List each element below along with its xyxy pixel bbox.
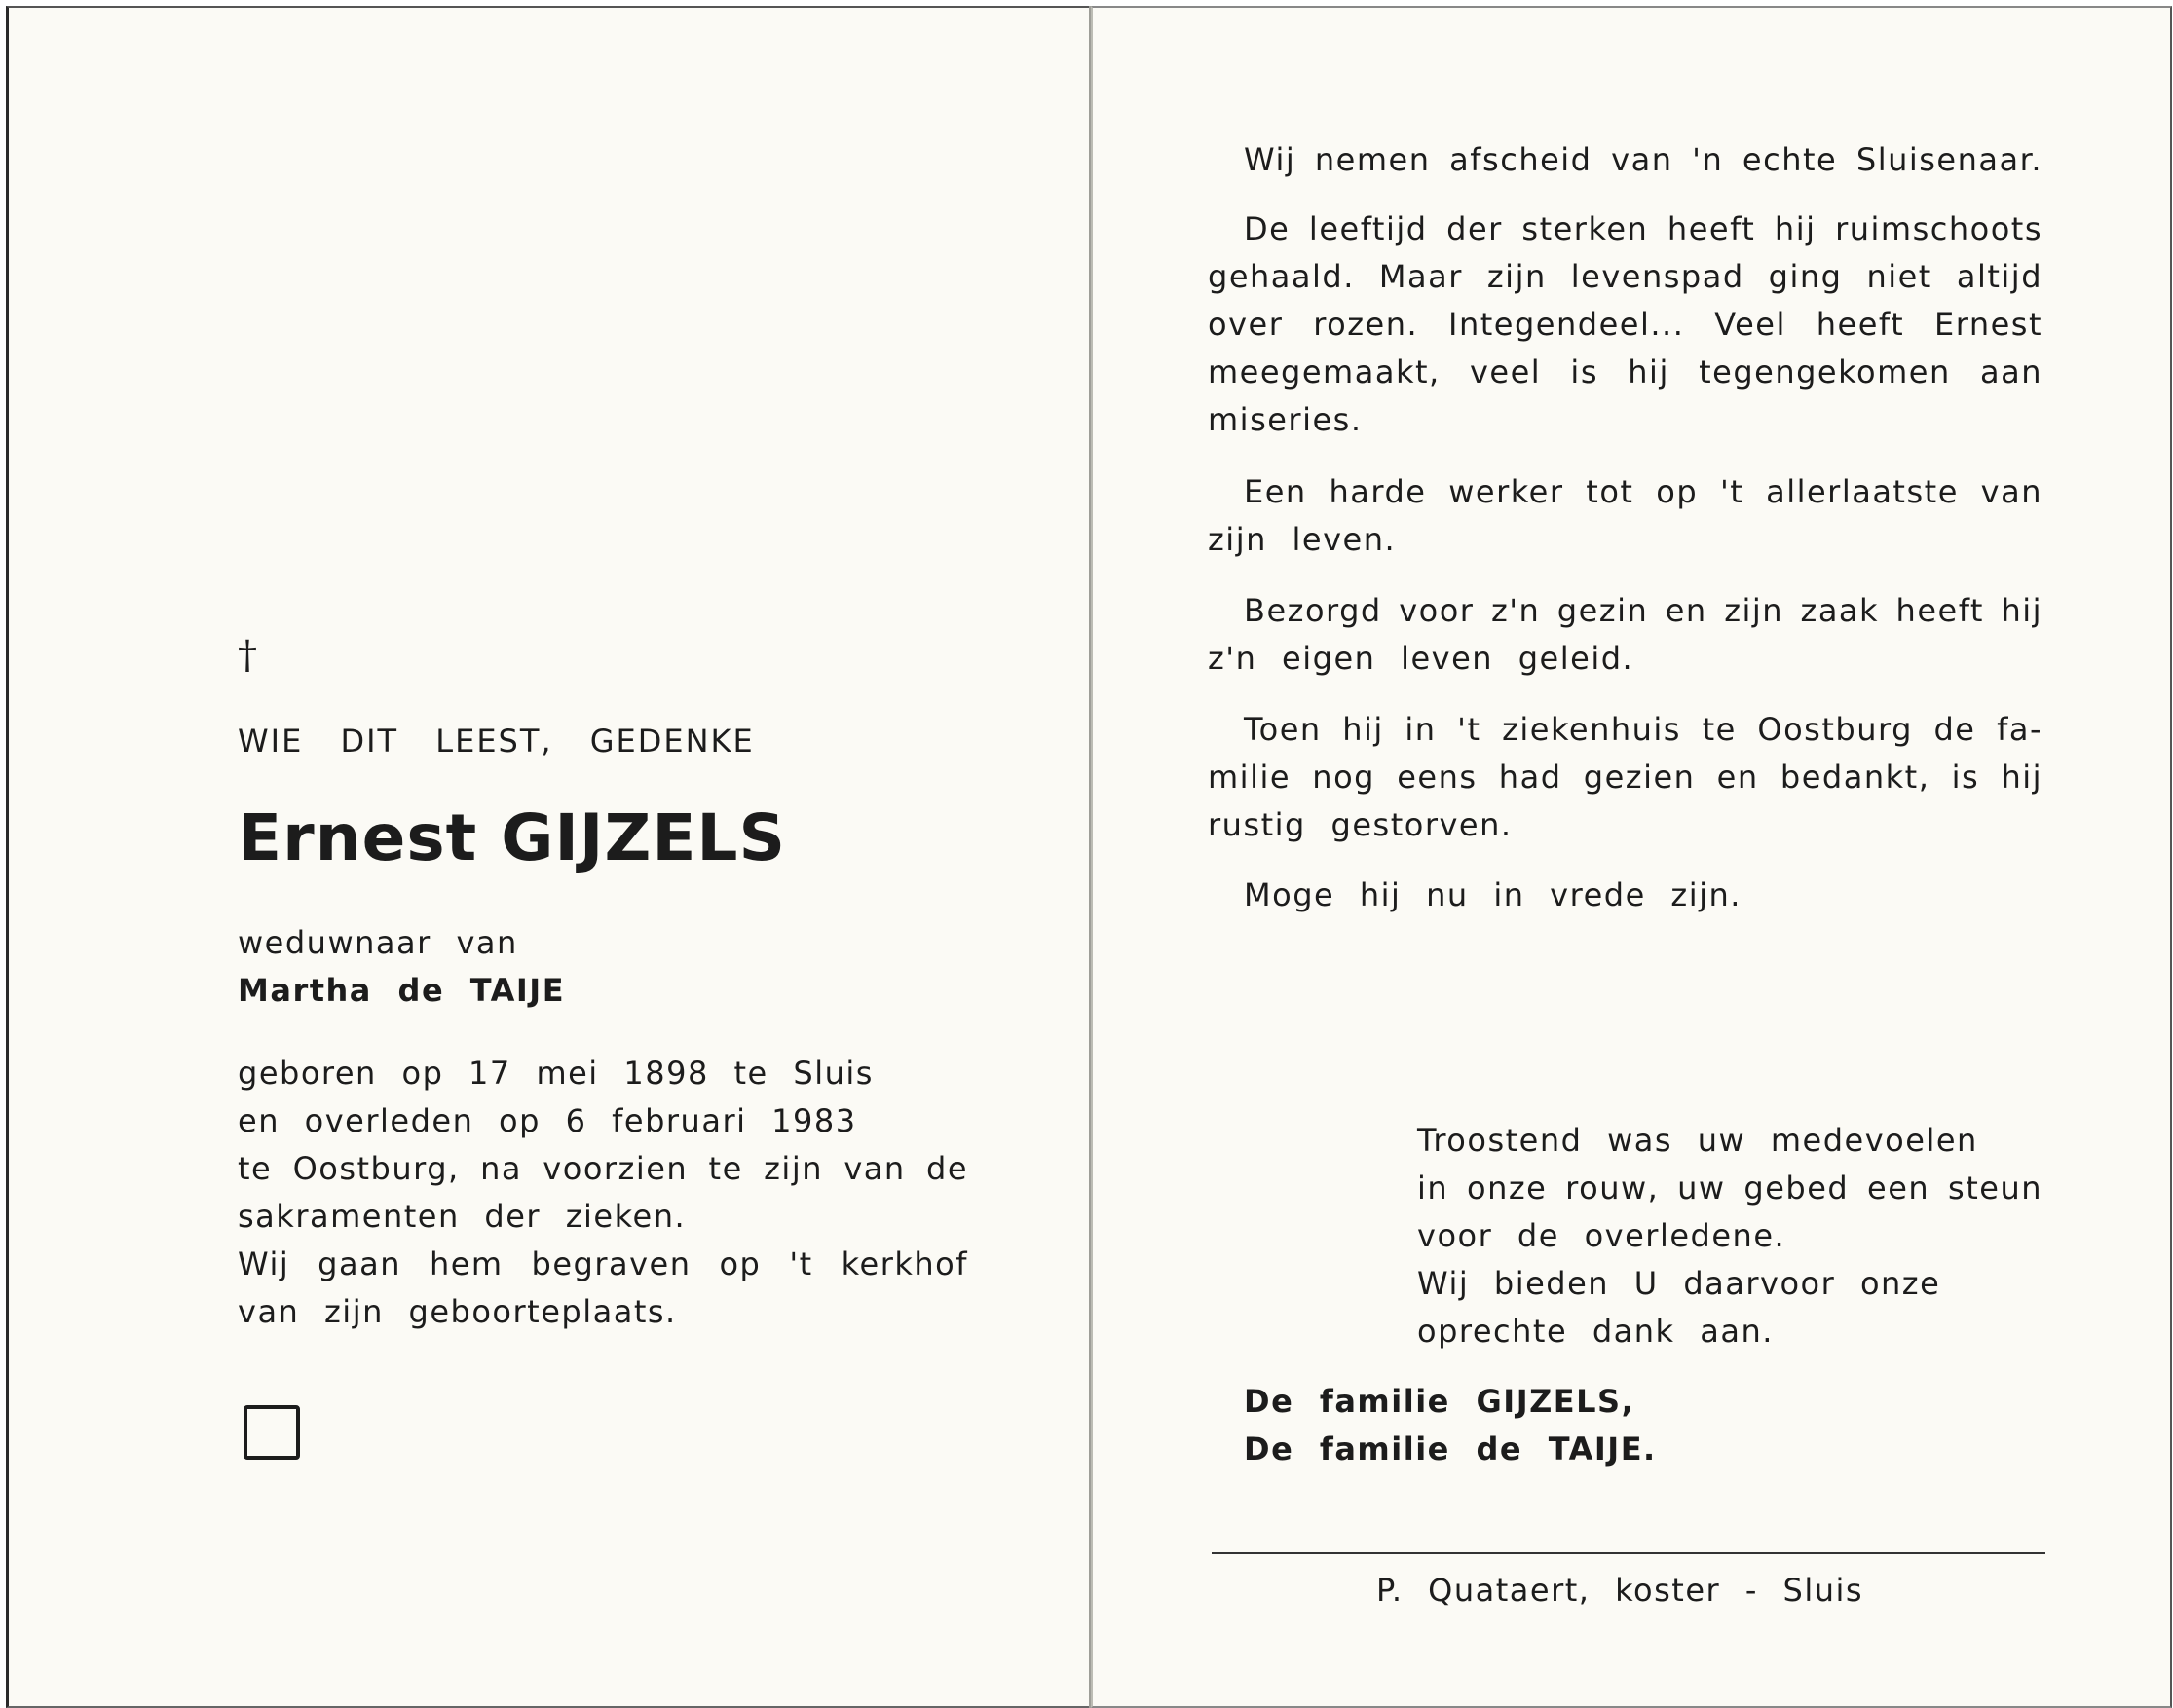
paragraph-6: Moge hij nu in vrede zijn. <box>1244 876 1742 913</box>
deceased-name: Ernest GIJZELS <box>238 800 787 875</box>
fold-line <box>1089 6 1091 1708</box>
body-line: van zijn geboorteplaats. <box>238 1293 677 1330</box>
body-line: te Oostburg, na voorzien te zijn van de <box>238 1150 968 1187</box>
paragraph-3-line: zijn leven. <box>1208 521 1397 558</box>
paragraph-4-line: z'n eigen leven geleid. <box>1208 640 1634 677</box>
widower-label: weduwnaar van <box>238 924 518 961</box>
family-line: De familie GIJZELS, <box>1244 1383 1635 1420</box>
thanks-line: in onze rouw, uw gebed een steun <box>1417 1170 2042 1207</box>
paragraph-5-line: Toen hij in 't ziekenhuis te Oostburg de fa- <box>1244 711 2042 748</box>
body-line: Wij gaan hem begraven op 't kerkhof <box>238 1245 968 1282</box>
paragraph-5-line: rustig gestorven. <box>1208 806 1513 843</box>
paragraph-2-line: meegemaakt, veel is hij tegengekomen aan <box>1208 353 2042 390</box>
thanks-line: Troostend was uw medevoelen <box>1417 1122 1978 1159</box>
paragraph-4-line: Bezorgd voor z'n gezin en zijn zaak heeft hij <box>1244 592 2042 629</box>
body-line: en overleden op 6 februari 1983 <box>238 1102 857 1139</box>
body-line: geboren op 17 mei 1898 te Sluis <box>238 1055 874 1092</box>
thanks-line: oprechte dank aan. <box>1417 1313 1774 1350</box>
thanks-line: Wij bieden U daarvoor onze <box>1417 1265 1941 1302</box>
spouse-name: Martha de TAIJE <box>238 972 566 1009</box>
divider <box>1212 1552 2045 1554</box>
cross-icon: † <box>238 633 257 678</box>
printer-credit: P. Quataert, koster - Sluis <box>1376 1572 1864 1609</box>
family-line: De familie de TAIJE. <box>1244 1430 1657 1467</box>
paragraph-2-line: miseries. <box>1208 401 1363 438</box>
thanks-line: voor de overledene. <box>1417 1217 1786 1254</box>
paragraph-2-line: over rozen. Integendeel... Veel heeft Ernest <box>1208 306 2042 343</box>
paragraph-3-line: Een harde werker tot op 't allerlaatste van <box>1244 473 2042 510</box>
paragraph-1: Wij nemen afscheid van 'n echte Sluisenaar. <box>1244 141 2042 178</box>
body-line: sakramenten der zieken. <box>238 1198 687 1235</box>
paragraph-5-line: milie nog eens had gezien en bedankt, is hij <box>1208 759 2042 796</box>
paragraph-2-line: De leeftijd der sterken heeft hij ruimschoots <box>1244 210 2042 247</box>
paragraph-2-line: gehaald. Maar zijn levenspad ging niet altijd <box>1208 258 2042 295</box>
memorial-heading: WIE DIT LEEST, GEDENKE <box>238 723 755 760</box>
checkbox-square <box>244 1405 300 1460</box>
